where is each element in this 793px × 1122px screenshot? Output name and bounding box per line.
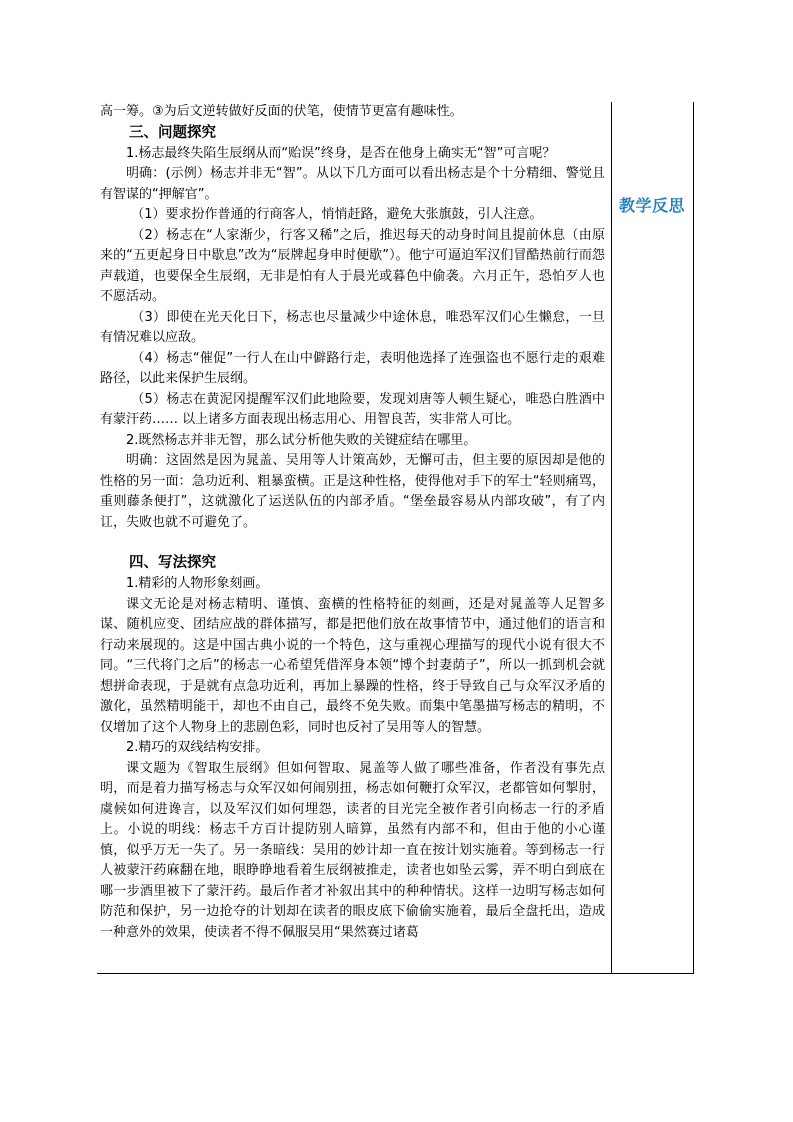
point-4: （4）杨志“催促”一行人在山中僻路行走，表明他选择了连强盗也不愿行走的艰难路径，以此来保护生辰纲。 (100, 350, 605, 386)
point-2: （2）杨志在“人家渐少，行客又稀”之后，推迟每天的动身时间且提前休息（由原来的“五更起身日中歇息”改为“辰牌起身申时便歇”）。他宁可逼迫军汉们冒酷热前行而怨声载道，也要保全生辰纲，无非是怕有人于晨光或暮色中偷袭。六月正午，恐怕歹人也不愿活动。 (100, 227, 605, 304)
subheading-2: 2.精巧的双线结构安排。 (126, 740, 269, 755)
paragraph-continuation: 高一筹。③为后文逆转做好反面的伏笔，使情节更富有趣味性。 (100, 104, 463, 119)
question-2: 2.既然杨志并非无智，那么试分析他失败的关键症结在哪里。 (126, 432, 477, 448)
subsection-1-text: 课文无论是对杨志精明、谨慎、蛮横的性格特征的刻画，还是对晁盖等人足智多谋、随机应变、团结应战的群体描写，都是把他们放在故事情节中，通过他们的语言和行动来展现的。这是中国古典小说的一个特色，这与重视心理描写的现代小说有很大不同。“三代将门之后”的杨志一心希望凭借浑身本领“博个封妻荫子”，所以一抓到机会就想拼命表现，于是就有点急功近利，再加上暴躁的性格，终于导致自己与众军汉矛盾的激化，虽然精明能干，却也不由自己，最终不免失败。而集中笔墨描写杨志的精明，不仅增加了这个人物身上的悲剧色彩，同时也反衬了吴用等人的智慧。 (100, 596, 605, 735)
section-heading-4: 四、写法探究 (129, 555, 216, 571)
teaching-reflection-heading: 教学反思 (619, 196, 686, 215)
subheading-1: 1.精彩的人物形象刻画。 (126, 576, 269, 591)
answer-2: 明确：这固然是因为晁盖、吴用等人计策高妙，无懈可击，但主要的原因却是他的性格的另一面：急功近利、粗暴蛮横。正是这种性格，使得他对手下的军士“轻则痛骂，重则藤条便打”，这就激化了运送队伍的内部矛盾。“堡垒最容易从内部攻破”，有了内讧，失败也就不可避免了。 (100, 453, 605, 530)
point-1: （1）要求扮作普通的行商客人，悄悄赶路，避免大张旗鼓，引人注意。 (131, 207, 543, 222)
column-divider (611, 102, 612, 974)
point-3: （3）即使在光天化日下，杨志也尽量减少中途休息，唯恐军汉们心生懒怠，一旦有情况难以应敌。 (100, 309, 605, 345)
point-5: （5）杨志在黄泥冈提醒军汉们此地险要，发现刘唐等人顿生疑心，唯恐白胜酒中有蒙汗药…… 以上诸多方面表现出杨志用心、用智良苦，实非常人可比。 (100, 391, 605, 427)
subsection-2-text: 课文题为《智取生辰纲》但如何智取、晁盖等人做了哪些准备，作者没有事先点明，而是着力描写杨志与众军汉如何闹别扭，杨志如何鞭打众军汉，老都管如何掣肘，虞候如何进谗言，以及军汉们如何埋怨，读者的目光完全被作者引向杨志一行的矛盾上。小说的明线：杨志千方百计提防别人暗算，虽然有内部不和，但由于他的小心谨慎，似乎万无一失了。另一条暗线：吴用的妙计却一直在按计划实施着。等到杨志一行人被蒙汗药麻翻在地，眼睁睁地看着生辰纲被推走，读者也如坠云雾，弄不明白到底在哪一步酒里被下了蒙汗药。最后作者才补叙出其中的种种情状。这样一边明写杨志如何防范和保护，另一边抢夺的计划却在读者的眼皮底下偷偷实施着，最后全盘托出，造成一种意外的效果，使读者不得不佩服吴用“果然赛过诸葛 (100, 760, 605, 940)
lesson-content (100, 102, 605, 943)
section-heading-3: 三、问题探究 (129, 124, 216, 141)
answer-1: 明确：(示例）杨志并非无“智”。从以下几方面可以看出杨志是个十分精细、警觉且有智谋的“押解官”。 (100, 166, 605, 202)
question-1: 1.杨志最终失陷生辰纲从而“贻误”终身，是否在他身上确实无“智”可言呢？ (126, 145, 556, 161)
